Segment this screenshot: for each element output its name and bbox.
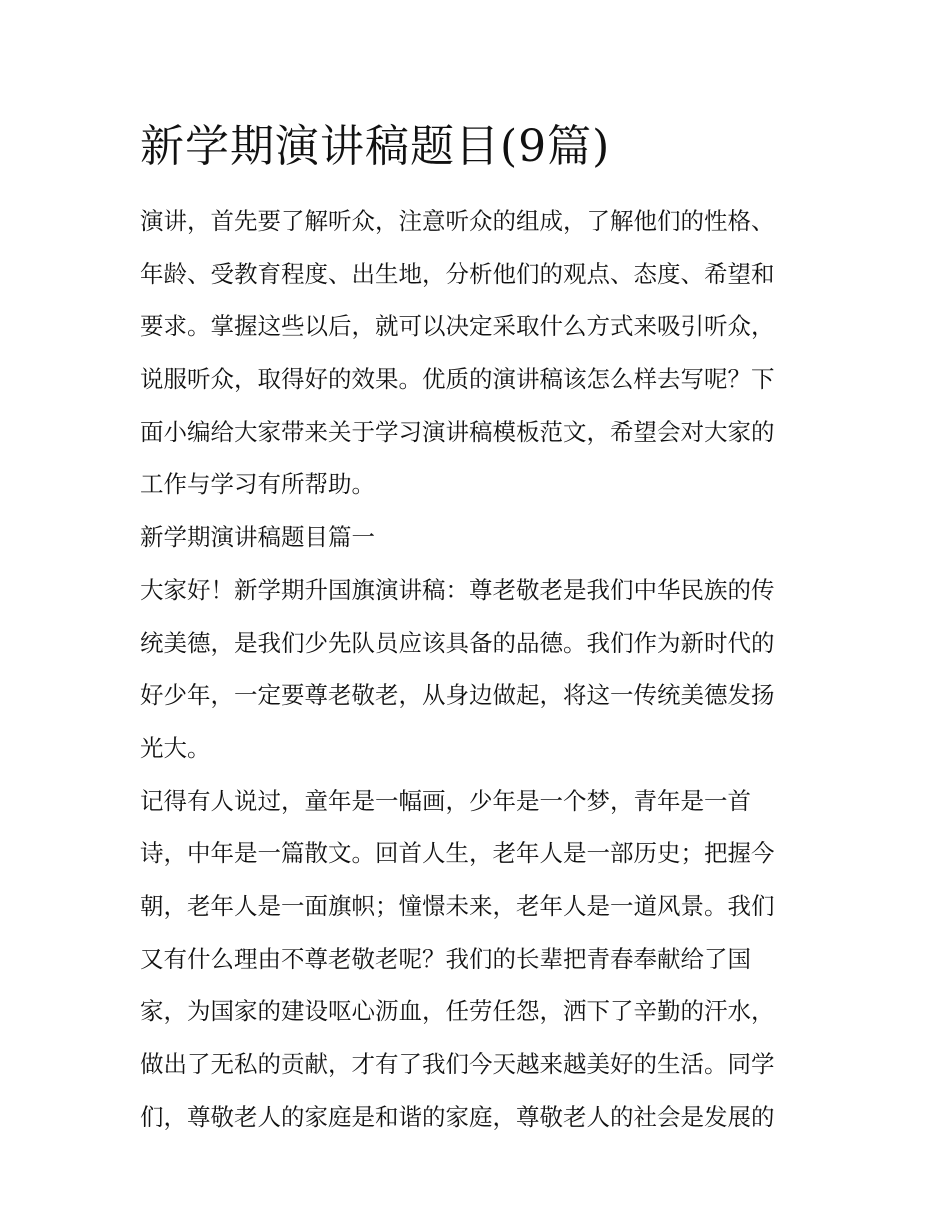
intro-line-2: 年龄、受教育程度、出生地，分析他们的观点、态度、希望和 [140,259,775,288]
intro-line-5: 面小编给大家带来关于学习演讲稿模板范文，希望会对大家的 [140,417,775,446]
intro-line-4: 说服听众，取得好的效果。优质的演讲稿该怎么样去写呢？下 [140,365,775,394]
document-title: 新学期演讲稿题目(9篇) [140,121,611,172]
paragraph-line: 诗，中年是一篇散文。回首人生，老年人是一部历史；把握今 [140,839,775,868]
paragraph-line: 光大。 [140,733,211,762]
paragraph-line: 们，尊敬老人的家庭是和谐的家庭，尊敬老人的社会是发展的 [140,1102,775,1131]
intro-line-1: 演讲，首先要了解听众，注意听众的组成，了解他们的性格、 [140,207,775,235]
paragraph-line: 又有什么理由不尊老敬老呢？我们的长辈把青春奉献给了国 [140,944,751,973]
paragraph-line: 做出了无私的贡献，才有了我们今天越来越美好的生活。同学 [140,1050,775,1078]
paragraph-line: 好少年，一定要尊老敬老，从身边做起，将这一传统美德发扬 [140,681,775,710]
paragraph-line: 朝，老年人是一面旗帜；憧憬未来，老年人是一道风景。我们 [140,891,775,920]
section-heading: 新学期演讲稿题目篇一 [140,523,375,552]
document-body [140,195,820,1143]
paragraph-line: 记得有人说过，童年是一幅画，少年是一个梦，青年是一首 [140,786,751,815]
intro-line-3: 要求。掌握这些以后，就可以决定采取什么方式来吸引听众， [140,312,775,341]
paragraph-line: 大家好！新学期升国旗演讲稿：尊老敬老是我们中华民族的传 [140,575,775,604]
intro-line-6: 工作与学习有所帮助。 [140,470,375,499]
paragraph-line: 家，为国家的建设呕心沥血，任劳任怨，洒下了辛勤的汗水， [140,997,775,1026]
paragraph-line: 统美德，是我们少先队员应该具备的品德。我们作为新时代的 [140,628,775,657]
